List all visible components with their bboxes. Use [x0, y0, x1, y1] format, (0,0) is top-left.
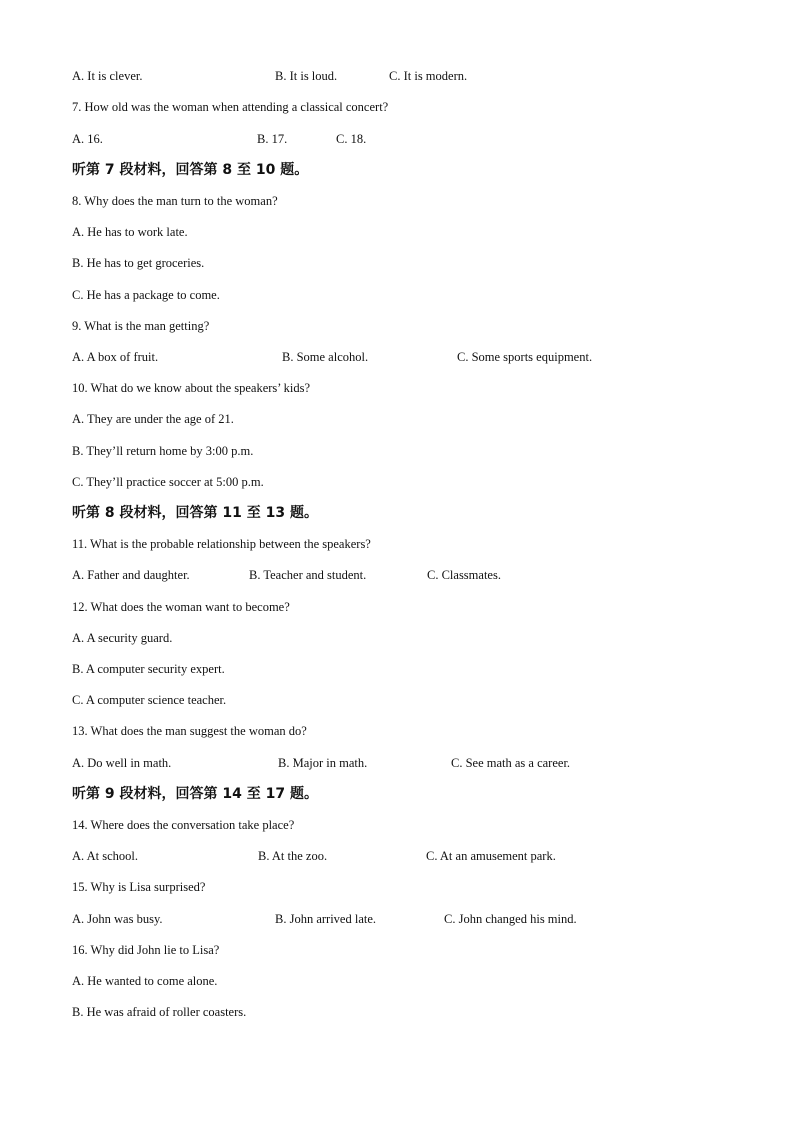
q14-question: 14. Where does the conversation take place?	[72, 818, 295, 832]
q7-question: 7. How old was the woman when attending a classical concert?	[72, 100, 389, 114]
q12-option-b: B. A computer security expert.	[72, 662, 225, 676]
q16-question: 16. Why did John lie to Lisa?	[72, 943, 220, 957]
q10-option-a: A. They are under the age of 21.	[72, 412, 234, 426]
q11-option-b: B. Teacher and student.	[249, 568, 367, 582]
q9-option-a: A. A box of fruit.	[72, 350, 159, 364]
q9-question: 9. What is the man getting?	[72, 319, 210, 333]
q10-option-b: B. They’ll return home by 3:00 p.m.	[72, 444, 254, 458]
q13-option-c: C. See math as a career.	[451, 756, 571, 770]
q10-question: 10. What do we know about the speakers’ kids?	[72, 381, 311, 395]
q11-option-c: C. Classmates.	[427, 568, 501, 582]
q12-question: 12. What does the woman want to become?	[72, 600, 290, 614]
q10-option-c: C. They’ll practice soccer at 5:00 p.m.	[72, 475, 264, 489]
q15-question: 15. Why is Lisa surprised?	[72, 880, 206, 894]
q7-option-a: A. 16.	[72, 132, 103, 146]
q12-option-a: A. A security guard.	[72, 631, 173, 645]
section-8-heading: 听第 8 段材料，回答第 11 至 13 题。	[72, 505, 318, 521]
q9-option-c: C. Some sports equipment.	[457, 350, 593, 364]
q14-option-a: A. At school.	[72, 849, 138, 863]
q9-option-b: B. Some alcohol.	[282, 350, 369, 364]
q16-option-b: B. He was afraid of roller coasters.	[72, 1005, 247, 1019]
q11-option-a: A. Father and daughter.	[72, 568, 190, 582]
q13-option-b: B. Major in math.	[278, 756, 368, 770]
q15-option-b: B. John arrived late.	[275, 912, 377, 926]
q8-option-b: B. He has to get groceries.	[72, 256, 205, 270]
q8-option-c: C. He has a package to come.	[72, 288, 220, 302]
q15-option-a: A. John was busy.	[72, 912, 163, 926]
q7-option-b: B. 17.	[257, 132, 288, 146]
q6-option-b: B. It is loud.	[275, 69, 338, 83]
q13-option-a: A. Do well in math.	[72, 756, 172, 770]
section-7-heading: 听第 7 段材料，回答第 8 至 10 题。	[72, 162, 309, 178]
q6-option-c: C. It is modern.	[389, 69, 468, 83]
q15-option-c: C. John changed his mind.	[444, 912, 577, 926]
q7-option-c: C. 18.	[336, 132, 367, 146]
q13-question: 13. What does the man suggest the woman do?	[72, 724, 307, 738]
section-9-heading: 听第 9 段材料，回答第 14 至 17 题。	[72, 786, 318, 802]
q12-option-c: C. A computer science teacher.	[72, 693, 227, 707]
q14-option-b: B. At the zoo.	[258, 849, 328, 863]
q6-option-a: A. It is clever.	[72, 69, 143, 83]
q14-option-c: C. At an amusement park.	[426, 849, 556, 863]
q16-option-a: A. He wanted to come alone.	[72, 974, 218, 988]
q11-question: 11. What is the probable relationship between the speakers?	[72, 537, 371, 551]
q8-option-a: A. He has to work late.	[72, 225, 188, 239]
q8-question: 8. Why does the man turn to the woman?	[72, 194, 278, 208]
